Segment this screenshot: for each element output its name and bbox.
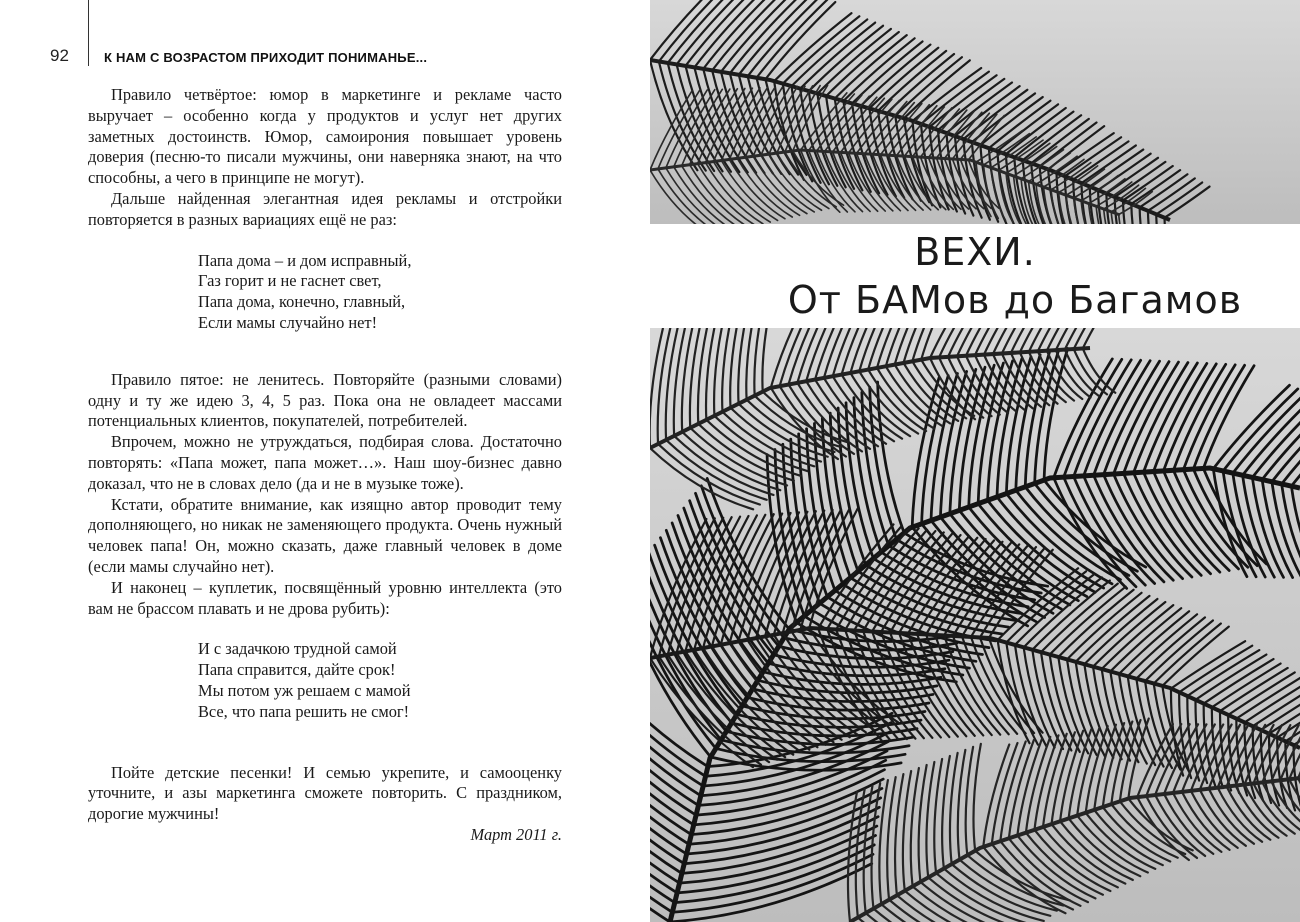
paragraph: И наконец – куплетик, посвящённый уровню интеллекта (это вам не брассом плавать и не дрова рубить): [88,577,562,618]
body-text [88,85,562,846]
verse-line: Папа справится, дайте срок! [198,660,396,680]
palm-photo-bottom [650,328,1300,922]
palm-photo-top [650,0,1300,224]
paragraph: Кстати, обратите внимание, как изящно автор проводит тему дополняющего, но никак не заменяющего продукта. Очень нужный человек папа! Он, можно сказать, даже главный человек в доме (если мамы случайно нет). [88,494,562,576]
palm-frond [848,718,1300,922]
verse-line: Папа дома – и дом исправный, [198,250,412,270]
verse-line: Все, что папа решить не смог! [198,701,410,721]
header-divider [88,0,89,66]
right-page [650,0,1300,922]
verse-block [88,251,562,334]
running-title: К НАМ С ВОЗРАСТОМ ПРИХОДИТ ПОНИМАНЬЕ... [104,50,428,65]
verse-line: Папа дома, конечно, главный, [198,292,406,312]
paragraph: Правило пятое: не ленитесь. Повторяйте (разными словами) одну и ту же идею 3, 4, 5 раз. Пока она не овладеет массами потенциальных клиентов, покупателей, потребителей. [88,369,562,431]
signature-date: Март 2011 г. [470,824,562,844]
chapter-title [650,228,1300,324]
verse-line: Если мамы случайно нет! [198,312,378,332]
paragraph: Впрочем, можно не утруждаться, подбирая слова. Достаточно повторять: «Папа может, папа может…». Наш шоу-бизнес давно доказал, что не в словах дело (да и не в музыке тоже). [88,432,562,493]
paragraph: Пойте детские песенки! И семью укрепите, и самооценку уточните, и азы маркетинга сможете повторить. С праздником, дорогие мужчины! [88,762,562,824]
paragraph: Правило четвёртое: юмор в маркетинге и рекламе часто выручает – особенно когда у продуктов и услуг нет других заметных достоинств. Юмор, самоирония повышает уровень доверия (песню-то писали мужчины, они наверняка знают, на что способны, а чего в принципе не могут). [88,85,562,188]
chapter-title-line2: От БАМов до Багамов [787,278,1243,322]
verse-line: И с задачкою трудной самой [198,639,397,659]
chapter-title-line1: ВЕХИ. [914,230,1036,274]
verse-block [88,639,562,722]
verse-line: Газ горит и не гаснет свет, [198,271,382,291]
page-number: 92 [50,46,69,65]
palm-frond [650,85,1152,224]
verse-line: Мы потом уж решаем с мамой [198,680,411,700]
paragraph: Дальше найденная элегантная идея рекламы и отстройки повторяется в разных вариациях ещё не раз: [88,188,562,229]
